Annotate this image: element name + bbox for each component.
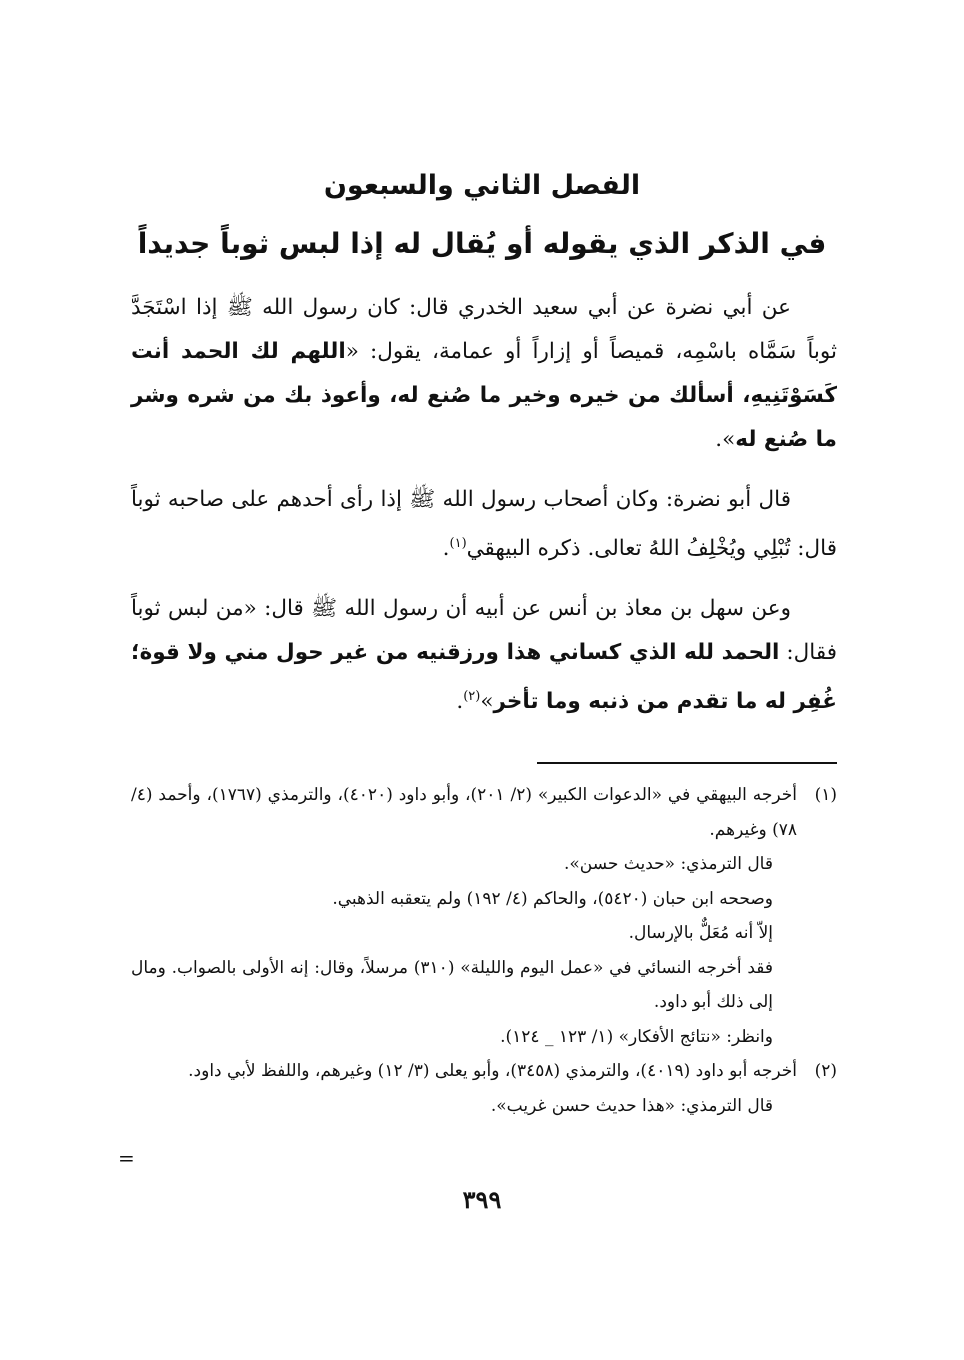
chapter-title: الفصل الثاني والسبعون	[323, 170, 641, 201]
paragraph-text: ».	[715, 427, 736, 452]
footnote-line: فقد أخرجه النسائي في «عمل اليوم والليلة» (٣١٠) مرسلاً، وقال: إنه الأولى بالصواب. ومال إلى ذلك أبو داود.	[131, 957, 773, 1012]
footnote-line: وانظر: «نتائج الأفكار» (١/ ١٢٣ _ ١٢٤).	[500, 1026, 773, 1047]
footnote-divider	[537, 762, 837, 764]
footnote-body	[131, 778, 797, 1054]
footnote-line: قال الترمذي: «هذا حديث حسن غريب».	[490, 1095, 773, 1116]
footnote-body	[131, 1054, 797, 1123]
paragraph-text: .	[442, 536, 450, 562]
footnote-line: قال الترمذي: «حديث حسن».	[563, 854, 773, 874]
chapter-subtitle: في الذكر الذي يقوله أو يُقال له إذا لبس ثوباً جديداً	[137, 227, 827, 260]
page-number: ٣٩٩	[462, 1185, 502, 1214]
footnote-line: أخرجه البيهقي في «الدعوات الكبير» (٢/ ٢٠١)، وأبو داود (٤٠٢٠)، والترمذي (١٧٦٧)، وأحمد (٤/ ٧٨) وغيرهم.	[131, 785, 797, 840]
footnote-number: (٢)	[814, 1061, 837, 1081]
paragraph-text: »	[480, 689, 494, 715]
footnote-line: وصححه ابن حبان (٥٤٢٠)، والحاكم (٤/ ١٩٢) ولم يتعقبه الذهبي.	[332, 888, 773, 909]
footnote-1	[131, 778, 837, 1054]
paragraph-sahl-hadith	[131, 587, 837, 724]
main-text	[131, 286, 837, 740]
footnote-ref-2[interactable]: (٢)	[463, 689, 481, 705]
footnotes-section	[131, 778, 837, 1123]
paragraph-companions-saying	[131, 478, 837, 571]
footnote-number: (١)	[814, 785, 837, 805]
supplication-text: الحمد لله الذي كساني هذا ورزقنيه من غير حول مني ولا قوة؛ غُفِر له ما تقدم من ذنبه وما تأخر	[131, 640, 837, 715]
supplication-text: اللهم لك الحمد أنت كَسَوْتَنِيهِ، أسألك من خيره وخير ما صُنع له، وأعوذ بك من شره وشر ما صُنع له	[131, 339, 837, 452]
footnote-2	[131, 1054, 837, 1123]
footnote-line: إلاّ أنه مُعَلٌّ بالإرسال.	[628, 923, 773, 943]
paragraph-abu-nadra-hadith	[131, 286, 837, 462]
paragraph-text: قال أبو نضرة: وكان أصحاب رسول الله ﷺ إذا رأى أحدهم على صاحبه ثوباً قال: تُبْلِي ويُخْلِفُ اللهُ تعالى. ذكره البيهقي	[131, 487, 837, 562]
paragraph-text: وعن سهل بن معاذ بن أنس عن أبيه أن رسول الله ﷺ قال: «من لبس ثوباً فقال:	[131, 596, 837, 666]
paragraph-text: عن أبي نضرة عن أبي سعيد الخدري قال: كان رسول الله ﷺ إذا اسْتَجَدَّ ثوباً سَمَّاه باسْمِه، قميصاً أو إزاراً أو عمامة، يقول: «	[131, 295, 838, 364]
footnote-ref-1[interactable]: (١)	[449, 536, 467, 551]
paragraph-text: .	[456, 689, 464, 715]
continuation-mark: =	[118, 1146, 135, 1170]
footnote-line: أخرجه أبو داود (٤٠١٩)، والترمذي (٣٤٥٨)، وأبو يعلى (٣/ ١٢) وغيرهم، واللفظ لأبي داود.	[188, 1061, 797, 1081]
